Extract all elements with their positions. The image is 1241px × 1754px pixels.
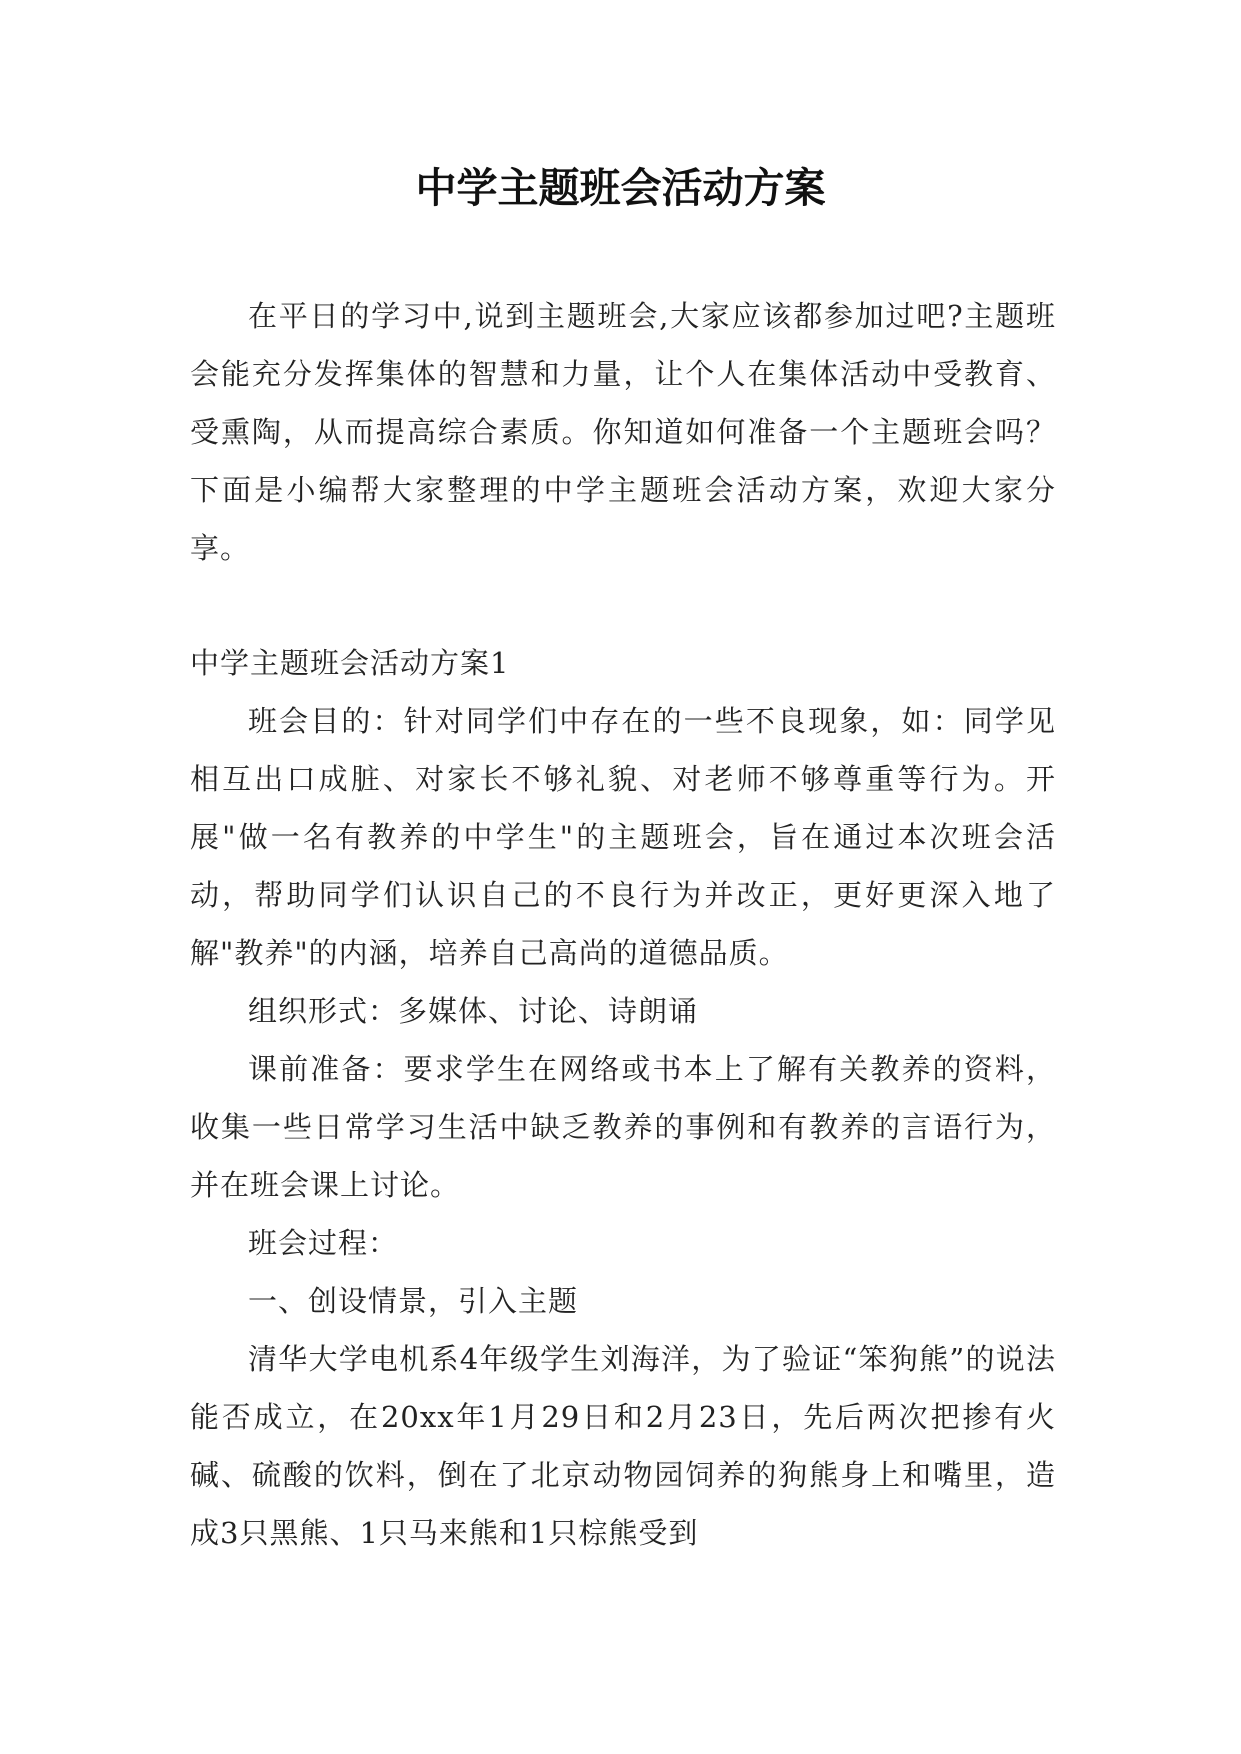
paragraph-format: 组织形式：多媒体、讨论、诗朗诵 [248,994,699,1028]
paragraph-process: 班会过程： [248,1226,399,1260]
paragraph-preparation: 课前准备：要求学生在网络或书本上了解有关教养的资料，收集一些日常学习生活中缺乏教养的事例和有教养的言语行为，并在班会课上讨论。 [190,1052,1056,1202]
paragraph-purpose: 班会目的：针对同学们中存在的一些不良现象，如：同学见相互出口成脏、对家长不够礼貌、对老师不够尊重等行为。开展"做一名有教养的中学生"的主题班会，旨在通过本次班会活动，帮助同学们认识自己的不良行为并改正，更好更深入地了解"教养"的内涵，培养自己高尚的道德品质。 [190,704,1056,970]
document-title: 中学主题班会活动方案 [415,164,826,212]
section-heading: 中学主题班会活动方案1 [190,646,510,680]
paragraph-step-one: 一、创设情景，引入主题 [248,1284,579,1318]
intro-paragraph: 在平日的学习中,说到主题班会,大家应该都参加过吧?主题班会能充分发挥集体的智慧和力量，让个人在集体活动中受教育、受熏陶，从而提高综合素质。你知道如何准备一个主题班会吗？下面是小编帮大家整理的中学主题班会活动方案，欢迎大家分享。 [190,299,1056,565]
paragraph-story: 清华大学电机系4年级学生刘海洋，为了验证“笨狗熊”的说法能否成立，在20xx年1月29日和2月23日，先后两次把掺有火碱、硫酸的饮料，倒在了北京动物园饲养的狗熊身上和嘴里，造成3只黑熊、1只马来熊和1只棕熊受到 [190,1342,1056,1550]
intro-block [190,287,1056,577]
section-block [190,634,1056,1562]
